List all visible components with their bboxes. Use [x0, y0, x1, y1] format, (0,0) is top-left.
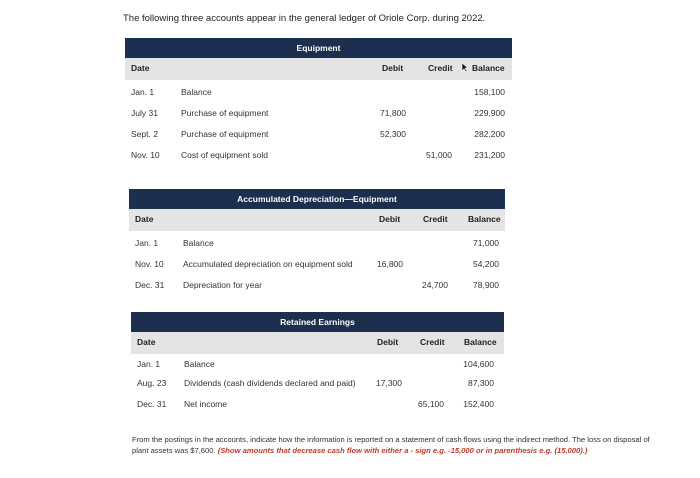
row-balance: 229,900 [474, 108, 505, 118]
header-date: Date [131, 63, 150, 73]
row-debit: 17,300 [376, 378, 402, 388]
table-row [131, 394, 504, 415]
table-row [129, 254, 505, 275]
ledger-title: Accumulated Depreciation—Equipment [129, 189, 505, 209]
row-date: Dec. 31 [137, 399, 167, 409]
row-debit: 71,800 [380, 108, 406, 118]
header-date: Date [135, 214, 154, 224]
instructions-text [132, 434, 652, 456]
table-row [129, 275, 505, 296]
table-row [125, 103, 512, 124]
row-balance: 158,100 [474, 87, 505, 97]
header-credit: Credit [423, 214, 448, 224]
row-balance: 54,200 [473, 259, 499, 269]
row-desc: Balance [184, 359, 215, 369]
row-credit: 65,100 [418, 399, 444, 409]
ledger-header [131, 332, 504, 354]
instructions-emphasis: (Show amounts that decrease cash flow with either a - sign e.g. -15,000 or in parenthesis e.g. (15,000).) [217, 446, 588, 455]
accumulated-depreciation-ledger [129, 189, 505, 296]
row-balance: 71,000 [473, 238, 499, 248]
row-balance: 282,200 [474, 129, 505, 139]
ledger-header [129, 209, 505, 231]
header-balance: Balance [464, 337, 497, 347]
row-date: Aug. 23 [137, 378, 167, 388]
ledger-title: Equipment [125, 38, 512, 58]
retained-earnings-ledger [131, 312, 504, 415]
instructions-body: From the postings in the accounts, indicate how the information is reported on a statement of cash flows using the indirect method. The loss on disposal of plant assets was $7,600. [132, 435, 650, 455]
pointer-cursor-icon [461, 62, 469, 74]
table-row [131, 373, 504, 394]
row-date: Dec. 31 [135, 280, 165, 290]
row-date: Jan. 1 [135, 238, 159, 248]
row-debit: 16,800 [377, 259, 403, 269]
row-desc: Purchase of equipment [181, 108, 269, 118]
row-desc: Balance [183, 238, 214, 248]
row-desc: Depreciation for year [183, 280, 262, 290]
row-balance: 78,900 [473, 280, 499, 290]
row-desc: Cost of equipment sold [181, 150, 268, 160]
header-balance: Balance [472, 63, 505, 73]
table-row [131, 354, 504, 373]
row-credit: 51,000 [426, 150, 452, 160]
table-row [129, 233, 505, 254]
row-desc: Net income [184, 399, 227, 409]
row-credit: 24,700 [422, 280, 448, 290]
row-date: July 31 [131, 108, 158, 118]
row-desc: Balance [181, 87, 212, 97]
header-balance: Balance [468, 214, 501, 224]
header-debit: Debit [382, 63, 404, 73]
row-desc: Purchase of equipment [181, 129, 269, 139]
table-row [125, 124, 512, 145]
intro-text: The following three accounts appear in the general ledger of Oriole Corp. during 2022. [123, 13, 486, 24]
header-date: Date [137, 337, 156, 347]
ledger-header [125, 58, 512, 80]
header-credit: Credit [420, 337, 445, 347]
ledger-title: Retained Earnings [131, 312, 504, 332]
row-date: Sept. 2 [131, 129, 158, 139]
equipment-ledger [125, 38, 512, 166]
row-balance: 231,200 [474, 150, 505, 160]
row-date: Nov. 10 [135, 259, 164, 269]
row-balance: 104,600 [463, 359, 494, 369]
row-balance: 87,300 [468, 378, 494, 388]
row-balance: 152,400 [463, 399, 494, 409]
header-debit: Debit [377, 337, 399, 347]
row-desc: Dividends (cash dividends declared and paid) [184, 378, 356, 388]
row-date: Jan. 1 [131, 87, 155, 97]
row-date: Jan. 1 [137, 359, 161, 369]
header-credit: Credit [428, 63, 453, 73]
row-date: Nov. 10 [131, 150, 160, 160]
table-row [125, 145, 512, 166]
table-row [125, 82, 512, 103]
row-debit: 52,300 [380, 129, 406, 139]
header-debit: Debit [379, 214, 401, 224]
row-desc: Accumulated depreciation on equipment sold [183, 259, 353, 269]
